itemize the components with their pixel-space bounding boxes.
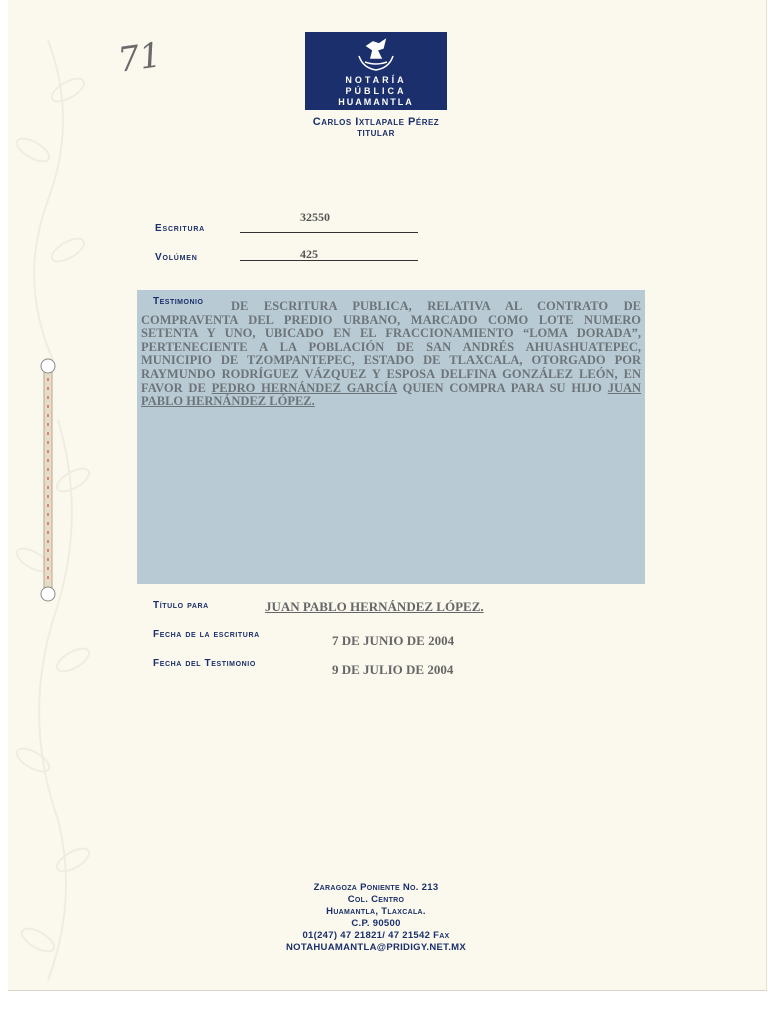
footer-postal-code: C.P. 90500: [351, 918, 401, 929]
notary-logo: [305, 32, 447, 110]
footer-phone: 01(247) 47 21821/ 47 21542 Fax: [302, 930, 450, 941]
beneficiary-name: JUAN PABLO HERNÁNDEZ LÓPEZ.: [141, 380, 642, 409]
logo-line-huamantla: HUAMANTLA: [338, 97, 414, 107]
testimonio-box: [137, 290, 645, 584]
leaf-watermark-icon: [8, 0, 118, 990]
testimonio-label: Testimonio: [153, 296, 204, 307]
buyer-name: PEDRO HERNÁNDEZ GARCÍA: [211, 380, 397, 395]
volumen-label: Volúmen: [155, 252, 198, 263]
volumen-underline: [240, 260, 418, 261]
notary-title: TITULAR: [357, 129, 395, 138]
logo-line-notaria: NOTARÍA: [345, 75, 407, 85]
footer-email: NOTAHUAMANTLA@PRIDIGY.NET.MX: [285, 942, 467, 953]
titulo-para-value: JUAN PABLO HERNÁNDEZ LÓPEZ.: [265, 599, 484, 614]
titulo-para-label: Título para: [153, 600, 209, 611]
logo-line-publica: PÚBLICA: [345, 86, 407, 96]
notary-name: Carlos Ixtlapale Pérez: [312, 116, 440, 128]
footer-city: Huamantla, Tlaxcala.: [326, 906, 426, 917]
handwritten-page-number: 71: [115, 35, 164, 81]
escritura-underline: [240, 232, 418, 233]
testimonio-body-2: QUIEN COMPRA PARA SU HIJO: [402, 380, 602, 395]
fecha-escritura-value: 7 DE JUNIO DE 2004: [332, 633, 455, 648]
volumen-value: 425: [300, 247, 318, 261]
footer-street: Zaragoza Poniente No. 213: [313, 882, 439, 893]
escritura-label: Escritura: [155, 223, 206, 234]
testimonio-text: [141, 300, 641, 409]
footer-address: [218, 882, 534, 954]
footer-colonia: Col. Centro: [347, 894, 405, 905]
escritura-value: 32550: [300, 210, 330, 224]
fecha-testimonio-value: 9 DE JULIO DE 2004: [332, 662, 454, 677]
fecha-testimonio-label: Fecha del Testimonio: [153, 658, 256, 669]
binder-clip-icon: [38, 358, 58, 602]
testimonio-body: DE ESCRITURA PUBLICA, RELATIVA AL CONTRATO DE COMPRAVENTA DEL PREDIO URBANO, MARCADO COMO LOTE NUMERO SETENTA Y UNO, UBICADO EN EL FRACCIONAMIENTO “LOMA DORADA”, PERTENECIENTE A LA POBLACIÓN DE SAN ANDRÉS AHUASHUATEPEC, MUNICIPIO DE TZOMPANTEPEC, ESTADO DE TLAXCALA, OTORGADO POR RAYMUNDO RODRÍGUEZ VÁZQUEZ Y ESPOSA DELFINA GONZÁLEZ LEÓN, EN FAVOR DE: [141, 299, 641, 395]
document-page: [8, 0, 767, 991]
fecha-escritura-label: Fecha de la escritura: [153, 629, 260, 640]
eagle-emblem-icon: [353, 36, 399, 74]
